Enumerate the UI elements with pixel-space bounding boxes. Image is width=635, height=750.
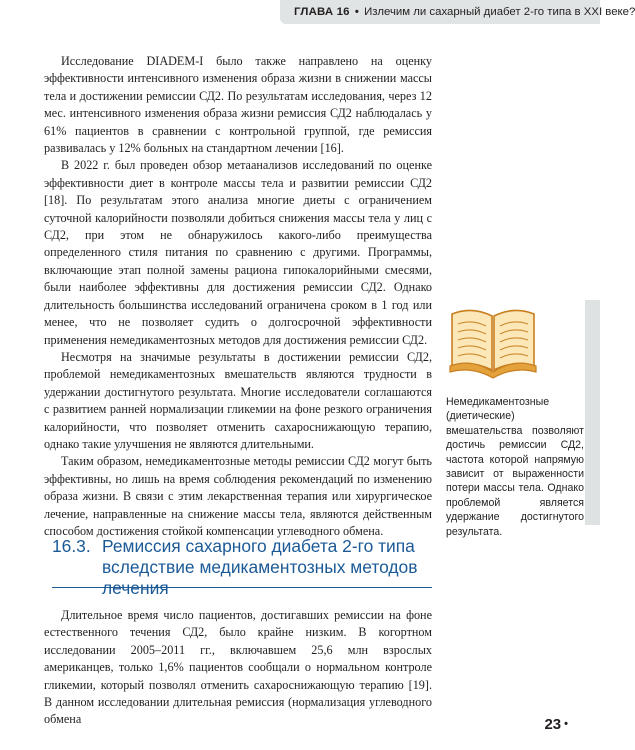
section-divider [52, 587, 432, 588]
side-note-bar [585, 300, 600, 525]
chapter-label: ГЛАВА 16 [294, 6, 350, 18]
side-note: Немедикаментозные (диетические) вмешательства позволяют достичь ремиссии СД2, частота которой напрямую зависит от выраженности потери массы тела. Однако проблемой является удержание достигнутого результата. [446, 396, 584, 538]
page-number-value: 23 [544, 716, 562, 733]
running-head [280, 0, 635, 24]
head-bullet: • [354, 6, 359, 18]
paragraph: В 2022 г. был проведен обзор метаанализов исследований по оценке эффективности диет в контроле массы тела и развитии ремиссии СД2 [18]. По результатам этого анализа многие диеты с ограничением суточной калорийности позволяли добиться снижения массы тела у лиц с СД2, при этом не обнаружилось какого-либо преимущества определенного стиля питания по сравнению с другими. Программы, включающие этап полной замены рациона гипокалорийными смесями, были наиболее эффективны для достижения ремиссии СД2. Однако длительность большинства исследований ограничена сроком в 1 год или менее, что не позволяет судить о долгосрочной эффективности применения немедикаментозных методов для достижения ремиссии СД2. [44, 158, 432, 347]
page-number [544, 716, 568, 733]
paragraph: Таким образом, немедикаментозные методы ремиссии СД2 могут быть эффективны, но лишь на время соблюдения рекомендаций по изменению образа жизни. В связи с этим лекарственная терапия или хирургическое лечение, направленные на снижение массы тела, являются действенным способом достижения стойкой компенсации углеводного обмена. [44, 454, 432, 538]
section-title-text: Ремиссия сахарного диабета 2-го типа вследствие медикаментозных методов лечения [102, 536, 418, 599]
section-number: 16.3. [52, 536, 91, 557]
paragraph: Несмотря на значимые результаты в достижении ремиссии СД2, проблемой немедикаментозных вмешательств являются трудности в удержании достигнутого результата. Многие исследователи соглашаются с развитием ранней нормализации гликемии на фоне резкого ограничения калорийности, что позволяет отменить сахароснижающую терапию, однако такие улучшения не являются длительными. [44, 349, 432, 451]
paragraph: Исследование DIADEM-I было также направлено на оценку эффективности интенсивного изменения образа жизни в снижении массы тела и достижении ремиссии СД2. По результатам исследования, через 12 мес. интенсивного изменения образа жизни ремиссия СД2 наблюдалась у 61% пациентов в сравнении с контрольной группой, где ремиссия развивалась у 12% больных на стандартном лечении [16]. [44, 54, 432, 156]
chapter-title: Излечим ли сахарный диабет 2-го типа в XXI веке? [364, 6, 635, 18]
body-text-bottom [44, 607, 432, 729]
open-book-icon [448, 300, 538, 378]
paragraph: Длительное время число пациентов, достигавших ремиссии на фоне естественного течения СД2, было крайне низким. В когортном исследовании 2005–2011 гг., включавшем 25,6 млн взрослых американцев, только 1,6% пациентов сообщали о нормальном контроле гликемии, который позволял отменить сахароснижающую терапию [19]. В данном исследовании длительная ремиссия (нормализация углеводного обмена [44, 608, 432, 727]
body-text-top [44, 53, 432, 540]
section-heading [52, 536, 422, 599]
folio-bullet: • [564, 718, 568, 730]
